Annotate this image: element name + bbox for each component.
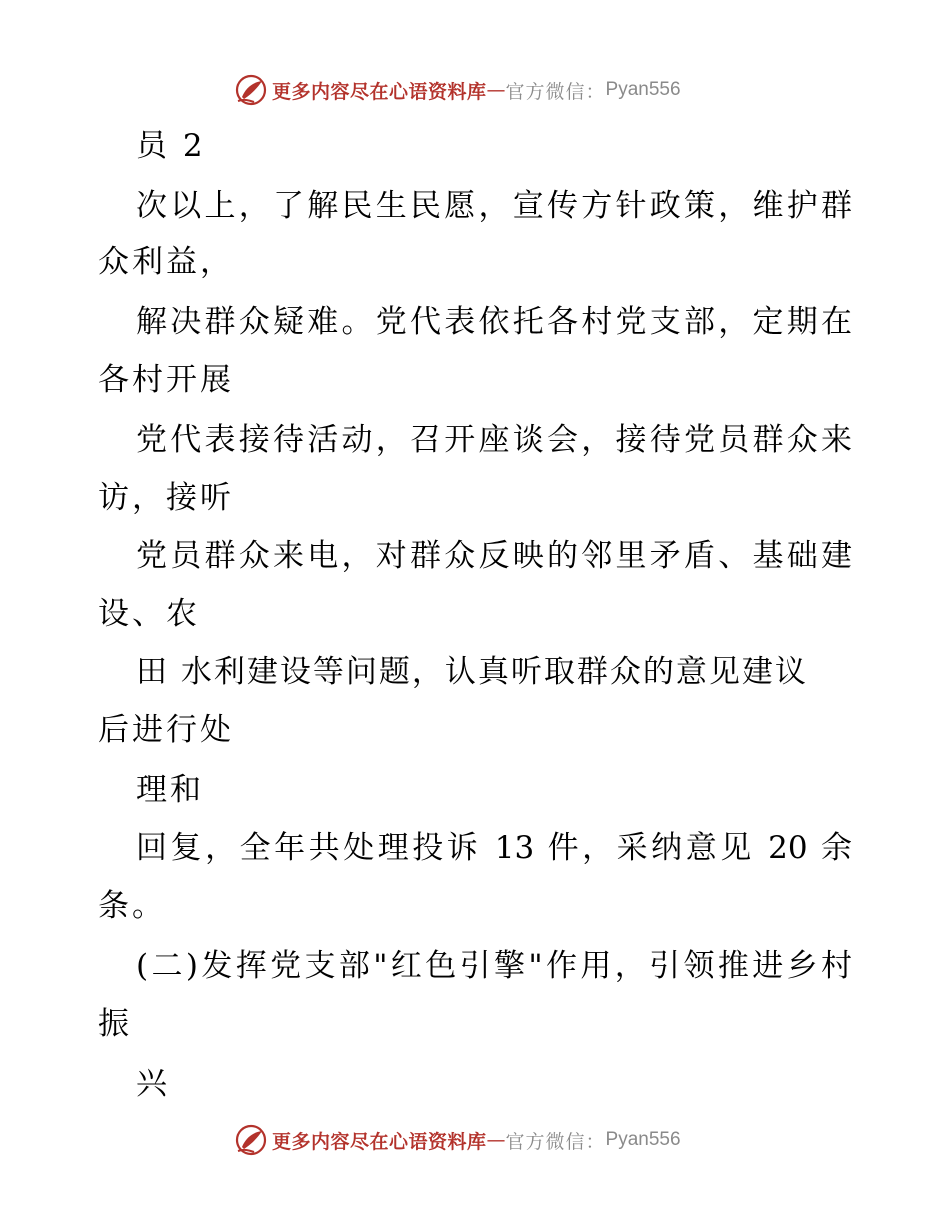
text-line: 后进行处	[98, 712, 234, 748]
text-line: 各村开展	[98, 362, 234, 398]
text-line: 党代表接待活动，召开座谈会，接待党员群众来	[136, 422, 852, 458]
text-line: 兴	[136, 1066, 170, 1102]
header-banner	[234, 72, 681, 108]
text-line: 访，接听	[98, 480, 234, 516]
footer-banner	[234, 1122, 681, 1158]
pen-logo-icon	[234, 73, 268, 107]
text-line: 条。	[98, 888, 166, 924]
text-line: 回复，全年共处理投诉 13 件，采纳意见 20 余	[136, 830, 852, 866]
text-line: 党员群众来电，对群众反映的邻里矛盾、基础建	[136, 538, 852, 574]
banner-label: 官方微信：	[505, 1130, 606, 1153]
banner-wechat-id: Pyan556	[605, 1129, 681, 1150]
banner-wechat-id: Pyan556	[605, 79, 681, 100]
text-line: 田 水利建设等问题，认真听取群众的意见建议	[136, 654, 808, 690]
banner-brand-text: 更多内容尽在心语资料库	[272, 80, 487, 103]
text-line: 次以上，了解民生民愿，宣传方针政策，维护群	[136, 188, 852, 224]
text-line: 众利益，	[98, 244, 234, 280]
pen-logo-icon	[234, 1123, 268, 1157]
banner-label: 官方微信：	[505, 80, 606, 103]
banner-dash: —	[486, 1129, 506, 1151]
text-line: 设、农	[98, 596, 200, 632]
text-line: 振	[98, 1006, 132, 1042]
section-heading: (二)发挥党支部"红色引擎"作用，引领推进乡村	[136, 948, 852, 984]
text-line: 理和	[136, 772, 204, 808]
text-line: 解决群众疑难。党代表依托各村党支部，定期在	[136, 304, 852, 340]
banner-dash: —	[486, 79, 506, 101]
banner-brand-text: 更多内容尽在心语资料库	[272, 1130, 487, 1153]
text-line: 员 2	[136, 128, 206, 164]
